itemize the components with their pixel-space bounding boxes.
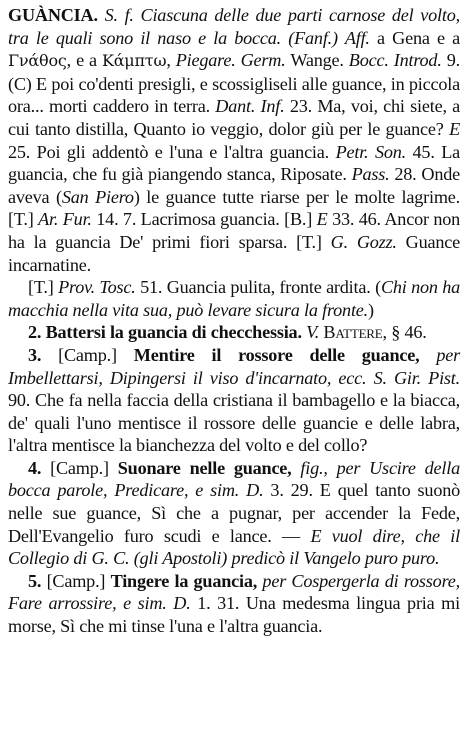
citation-text-pass: 28. Onde aveva (: [8, 164, 460, 207]
definition: Ciascuna delle due parti carnose del volto, tra le quali sono il naso e la bocca. (Fanf.): [8, 5, 460, 48]
citation-source-e25: E: [449, 118, 460, 139]
etymology-sep: , e a: [66, 50, 102, 71]
sense-3-tag: [Camp.]: [41, 344, 134, 365]
sense-2-phrase: Battersi la guancia di checchessia.: [41, 322, 302, 343]
sense-2-paragraph: [8, 321, 460, 344]
sense-3-text: 90. Che fa nella faccia della cristiana il bambagello e la biacca, de' quali l'uno mentisce il rossore delle guancie e delle labra, l'altra mentisce la bianchezza del volto e del collo?: [8, 390, 460, 456]
sense-4-phrase: Suonare nelle guance,: [117, 457, 292, 478]
sense-3-gloss: per Imbellettarsi, Dipingersi il viso d'incarnato, ecc. S. Gir. Pist.: [8, 344, 460, 388]
entry-main-paragraph: [8, 4, 460, 276]
grammar-label: S. f.: [97, 5, 134, 25]
sense-3-number: 3.: [28, 344, 42, 365]
citation-text-e33: 33. 46. Ancor non ha la guancia De' primi fiori sparsa. [T.]: [8, 209, 461, 252]
sense-5-number: 5.: [28, 570, 42, 591]
san-piero: San Piero: [61, 186, 134, 207]
aff-abbrev: Aff.: [337, 27, 370, 48]
sense-3-paragraph: [8, 344, 460, 457]
etymology-piegare: Piegare. Germ.: [175, 50, 286, 71]
proverb-close: ): [368, 299, 374, 320]
greek-word-1: Γνάθος: [8, 51, 67, 71]
proverb-text: 51. Guancia pulita, fronte ardita. (: [135, 277, 381, 298]
citation-text-ar: 14. 7. Lacrimosa guancia. [B.]: [91, 209, 317, 230]
citation-source-gozz: G. Gozz.: [330, 231, 397, 252]
sense-2-v: V.: [301, 322, 320, 343]
sense-5-paragraph: [8, 570, 460, 638]
sense-5-gloss: per Cospergerla di rossore, Fare arrossire, e sim. D.: [8, 570, 460, 614]
citation-source-petr: Petr. Son.: [335, 141, 406, 162]
sense-4-text: 3. 29. E quel tanto suonò nelle sue guance, Sì che a pugnar, per accender la Fede, Dell'Evangelio furo scudi e lance. —: [8, 480, 461, 546]
sense-2-crossref: Battere: [319, 322, 383, 343]
sense-4-paragraph: [8, 457, 460, 570]
greek-word-2: Κάμπτω: [101, 51, 167, 71]
sense-3-phrase: Mentire il rossore delle guance,: [133, 344, 420, 365]
citation-source-ar: Ar. Fur.: [38, 209, 92, 230]
sense-4-tag: [Camp.]: [41, 457, 118, 478]
proverb-paragraph: [8, 276, 460, 321]
citation-source-pass: Pass.: [351, 164, 390, 185]
citation-text-petr: 45. La guancia, che fu già piangendo stanca, Riposate.: [8, 141, 460, 185]
sense-2-number: 2.: [28, 322, 42, 343]
citation-text-e25: 25. Poi gli addentò e l'una e l'altra guancia.: [8, 141, 336, 162]
citation-source-e33: E: [316, 209, 328, 230]
sense-5-phrase: Tingere la guancia,: [110, 570, 258, 591]
sense-5-tag: [Camp.]: [41, 570, 111, 591]
sense-4-gloss: fig., per Uscire della bocca parole, Predicare, e sim. D.: [8, 457, 460, 501]
citation-source-bocc: Bocc. Introd.: [348, 50, 442, 71]
citation-text-pass-2: ) le guance tutte riarse per le molte lagrime. [T.]: [8, 186, 460, 230]
citation-text-gozz: Guance incarnatine.: [8, 231, 460, 275]
headword: GUÀNCIA.: [8, 5, 98, 25]
sense-2-ref: , § 46.: [382, 322, 427, 343]
proverb-gloss: Chi non ha macchia nella vita sua, può levare sicura la fronte.: [8, 277, 460, 320]
citation-text-bocc: 9. (C) E poi co'denti presigli, e scossigliseli alle guance, in piccola ora... morti caddero in terra.: [8, 50, 460, 117]
sense-5-text: 1. 31. Una medesma lingua pria mi morse, Sì che mi tinse l'una e l'altra guancia.: [8, 593, 460, 637]
proverb-source: Prov. Tosc.: [58, 277, 136, 298]
citation-source-dant: Dant. Inf.: [215, 96, 285, 117]
etymology-text: a Gena e a: [369, 27, 461, 48]
etymology-wange: Wange.: [285, 50, 349, 71]
sense-4-gloss-2: E vuol dire, che il Collegio di G. C. (gli Apostoli) predicò il Vangelo puro puro.: [8, 525, 460, 569]
etymology-sep-2: ,: [166, 50, 176, 71]
proverb-tag: [T.]: [28, 277, 59, 298]
citation-text-dant: 23. Ma, voi, chi siete, a cui tanto distilla, Quanto io veggio, dolor giù per le guance?: [8, 96, 460, 139]
sense-4-number: 4.: [28, 457, 42, 478]
